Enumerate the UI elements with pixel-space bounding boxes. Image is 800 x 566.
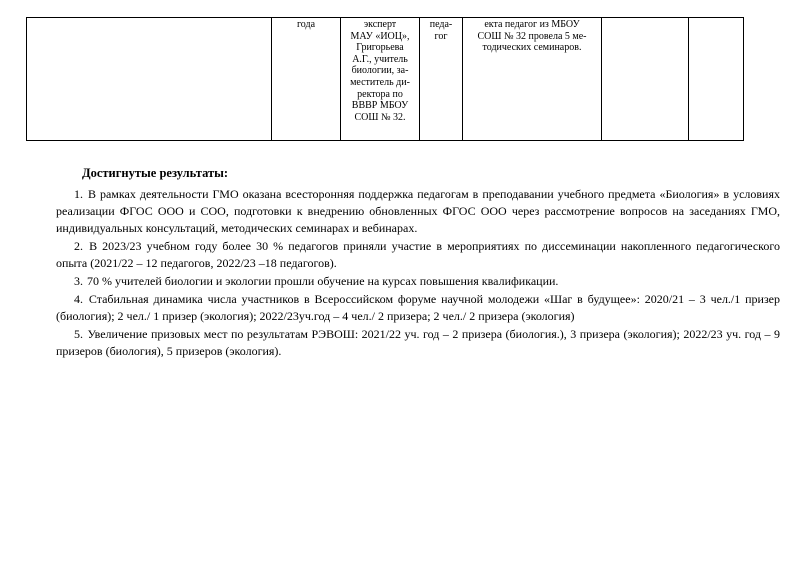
continuation-table: [26, 17, 744, 141]
table-cell-empty: [602, 18, 689, 141]
table-cell-empty: [27, 18, 272, 141]
list-item: 4. Стабильная динамика числа участников в Всероссийском форуме научной молодежи «Шаг в будущее»: 2020/21 – 3 чел./1 призер (биология); 2 чел./ 1 призер (экология); 2022/23уч.год – 4 чел./ 2 призера; 2 чел./ 2 призера (экология): [56, 292, 781, 323]
results-list: [56, 186, 780, 361]
table-cell-expert: эксперт МАУ «ИОЦ», Григорьева А.Г., учитель биологии, за- меститель ди- ректора по ВВВР МБОУ СОШ № 32.: [341, 18, 420, 141]
table-row: [27, 18, 744, 141]
list-item: 5. Увеличение призовых мест по результатам РЭВОШ: 2021/22 уч. год – 2 призера (биология.), 3 призера (экология); 2022/23 уч. год – 9 призеров (биология), 5 призеров (экология).: [56, 327, 780, 358]
list-item: 3. 70 % учителей биологии и экологии прошли обучение на курсах повышения квалификации.: [74, 274, 559, 288]
list-item: 1. В рамках деятельности ГМО оказана всесторонняя поддержка педагогам в преподавании учебного предмета «Биология» в условиях реализации ФГОС ООО и СОО, подготовки к внедрению обновленных ФГОС ООО через рассмотрение вопросов на заседаниях ГМО, индивидуальных консультаций, методических семинарах и вебинарах.: [56, 187, 781, 235]
results-heading: Достигнутые результаты:: [82, 166, 229, 180]
table-cell-teacher: педа- гог: [420, 18, 463, 141]
table-cell-year: года: [272, 18, 341, 141]
list-item: 2. В 2023/23 учебном году более 30 % педагогов приняли участие в мероприятиях по диссеминации накопленного педагогического опыта (2021/22 – 12 педагогов, 2022/23 –18 педагогов).: [56, 239, 780, 270]
table-cell-empty: [689, 18, 744, 141]
table-cell-result: екта педагог из МБОУ СОШ № 32 провела 5 ме- тодических семинаров.: [463, 18, 602, 141]
